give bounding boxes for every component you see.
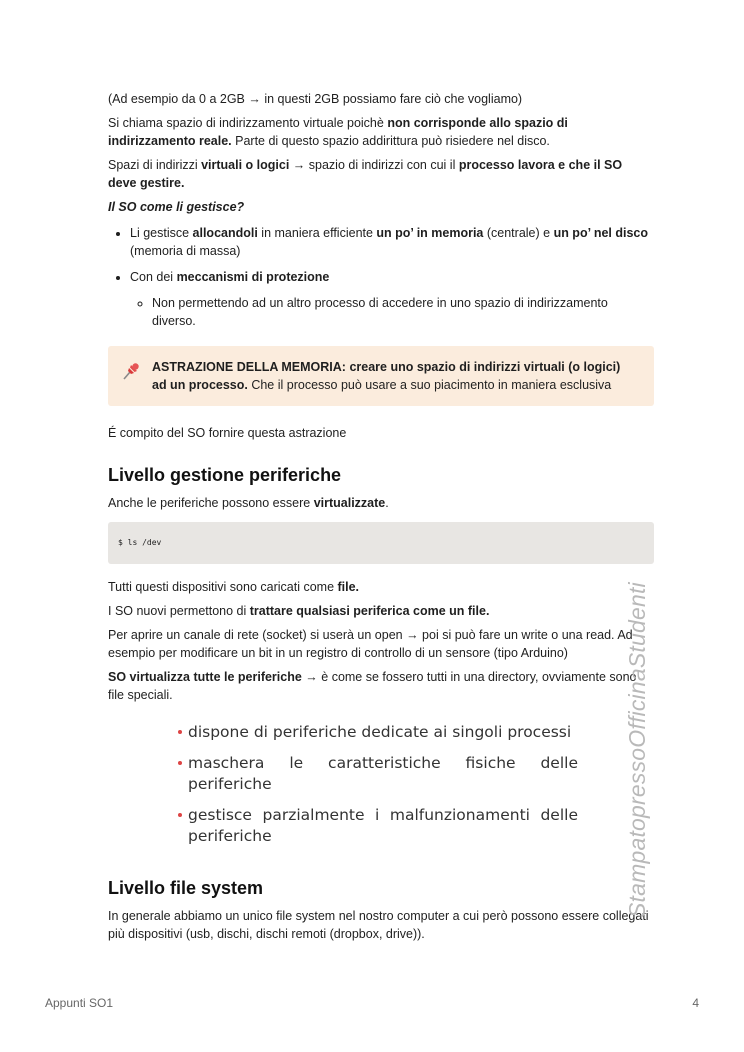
text: Li gestisce bbox=[130, 226, 193, 240]
bold-text: virtualizzate bbox=[313, 496, 386, 510]
text: Spazi di indirizzi bbox=[108, 158, 202, 172]
bold-text: SO virtualizza tutte le periferiche bbox=[108, 670, 302, 684]
paragraph-logical-addresses bbox=[108, 156, 654, 192]
sub-list-item: ◦ Non permettendo ad un altro processo di accedere in uno spazio di indirizzamento diverso. bbox=[152, 294, 654, 330]
text: Si chiama spazio di indirizzamento virtuale poichè bbox=[108, 116, 388, 130]
paragraph-new-os bbox=[108, 602, 654, 620]
paragraph-socket: Per aprire un canale di rete (socket) si userà un open → poi si può fare un write o una read. Ad esempio per modificare un bit in un registro di controllo di un sensore (tipo Arduino) bbox=[108, 628, 633, 660]
text: I SO nuovi permettono di bbox=[108, 604, 250, 618]
handwritten-notes bbox=[178, 722, 578, 847]
sub-list bbox=[130, 294, 654, 330]
watermark: StampatopressoOfficinaStudenti bbox=[624, 582, 650, 918]
question-heading: Il SO come li gestisce? bbox=[108, 200, 245, 214]
text: (centrale) e bbox=[483, 226, 554, 240]
paragraph-so-virtualize bbox=[108, 668, 654, 704]
bold-text: trattare qualsiasi periferica come un file. bbox=[249, 604, 490, 618]
page-number: 4 bbox=[692, 996, 699, 1010]
paragraph-abstraction: É compito del SO fornire questa astrazione bbox=[108, 426, 347, 440]
bold-text: un po’ nel disco bbox=[553, 226, 649, 240]
handwritten-item: maschera le caratteristiche fisiche delle periferiche bbox=[178, 753, 578, 795]
text: Che il processo può usare a suo piacimento in maniera esclusiva bbox=[247, 378, 612, 392]
paragraph-example: (Ad esempio da 0 a 2GB → in questi 2GB possiamo fare ciò che vogliamo) bbox=[108, 92, 523, 106]
text: Tutti questi dispositivi sono caricati come bbox=[108, 580, 338, 594]
footer-title: Appunti SO1 bbox=[45, 996, 114, 1010]
list-item bbox=[130, 224, 654, 260]
text: Con dei bbox=[130, 270, 177, 284]
text: Anche le periferiche possono essere bbox=[108, 496, 314, 510]
text: → è come se fossero tutti in una directory, ovviamente sono file speciali. bbox=[108, 670, 637, 702]
text: . bbox=[385, 496, 389, 510]
callout-box bbox=[108, 346, 654, 406]
bold-text: allocandoli bbox=[192, 226, 258, 240]
bold-text: virtuali o logici bbox=[201, 158, 290, 172]
text: (memoria di massa) bbox=[130, 244, 241, 258]
handwritten-item: dispone di periferiche dedicate ai singoli processi bbox=[178, 722, 578, 743]
page-content bbox=[108, 90, 654, 949]
paragraph-files bbox=[108, 578, 654, 596]
paragraph-virtualized bbox=[108, 494, 654, 512]
bullet-list bbox=[108, 224, 654, 330]
paragraph-filesystem: In generale abbiamo un unico file system nel nostro computer a cui però possono essere collegati più dispositivi (usb, dischi, dischi remoti (dropbox, drive)). bbox=[108, 909, 649, 941]
pushpin-icon bbox=[120, 360, 142, 382]
code-block: $ ls /dev bbox=[108, 522, 654, 564]
bold-text: file. bbox=[337, 580, 360, 594]
list-item bbox=[130, 268, 654, 330]
bold-text: meccanismi di protezione bbox=[176, 270, 330, 284]
paragraph-virtual-space bbox=[108, 114, 654, 150]
bold-text: un po’ in memoria bbox=[376, 226, 484, 240]
bold-text: ASTRAZIONE DELLA MEMORIA: creare uno spazio di indirizzi virtuali (o logici) ad un processo. bbox=[152, 360, 621, 392]
handwritten-item: gestisce parzialmente i malfunzionamenti delle periferiche bbox=[178, 805, 578, 847]
text: in maniera efficiente bbox=[257, 226, 377, 240]
section-heading-filesystem: Livello file system bbox=[108, 878, 264, 898]
text: Parte di questo spazio addirittura può risiedere nel disco. bbox=[231, 134, 550, 148]
bold-text: processo lavora e che il SO deve gestire. bbox=[108, 158, 623, 190]
bold-text: non corrisponde allo spazio di indirizzamento reale. bbox=[108, 116, 568, 148]
section-heading-periferiche: Livello gestione periferiche bbox=[108, 465, 342, 485]
text: → spazio di indirizzi con cui il bbox=[289, 158, 459, 172]
callout-text bbox=[152, 360, 620, 392]
